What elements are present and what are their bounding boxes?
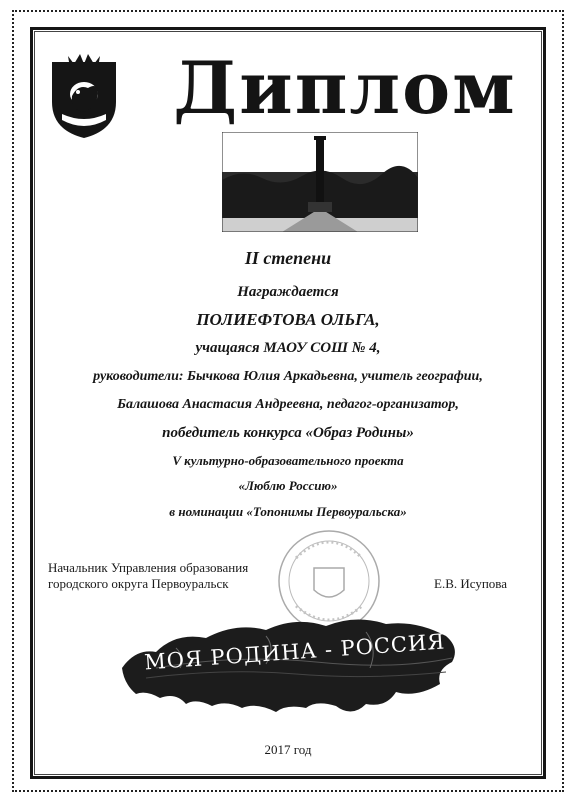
signatory-title-line-2: городского округа Первоуральск [48, 576, 229, 591]
project-line-2: «Люблю Россию» [238, 478, 338, 493]
signatory-name: Е.В. Исупова [434, 576, 508, 591]
nomination-line: в номинации «Топонимы Первоуральска» [169, 504, 407, 519]
monument-photo [222, 132, 418, 232]
contest-line: победитель конкурса «Образ Родины» [162, 425, 414, 441]
supervisors-line-1: руководители: Бычкова Юлия Аркадьевна, учитель географии, [93, 369, 483, 384]
degree-text: II степени [244, 248, 332, 268]
awarded-text: Награждается [237, 284, 339, 300]
supervisors-line-2: Балашова Анастасия Андреевна, педагог-организатор, [117, 397, 459, 412]
school-text: учащаяся МАОУ СОШ № 4, [195, 340, 381, 356]
coat-of-arms-icon [48, 52, 120, 140]
diploma-title: Диплом [173, 45, 517, 130]
year-text: 2017 год [264, 742, 312, 757]
project-line-1: V культурно-образовательного проекта [172, 453, 404, 468]
recipient-name: ПОЛИЕФТОВА ОЛЬГА, [196, 310, 380, 329]
banner-text: МОЯ РОДИНА - РОССИЯ [143, 629, 446, 675]
signatory-title-line-1: Начальник Управления образования [48, 560, 249, 575]
russia-map-banner [116, 608, 462, 728]
